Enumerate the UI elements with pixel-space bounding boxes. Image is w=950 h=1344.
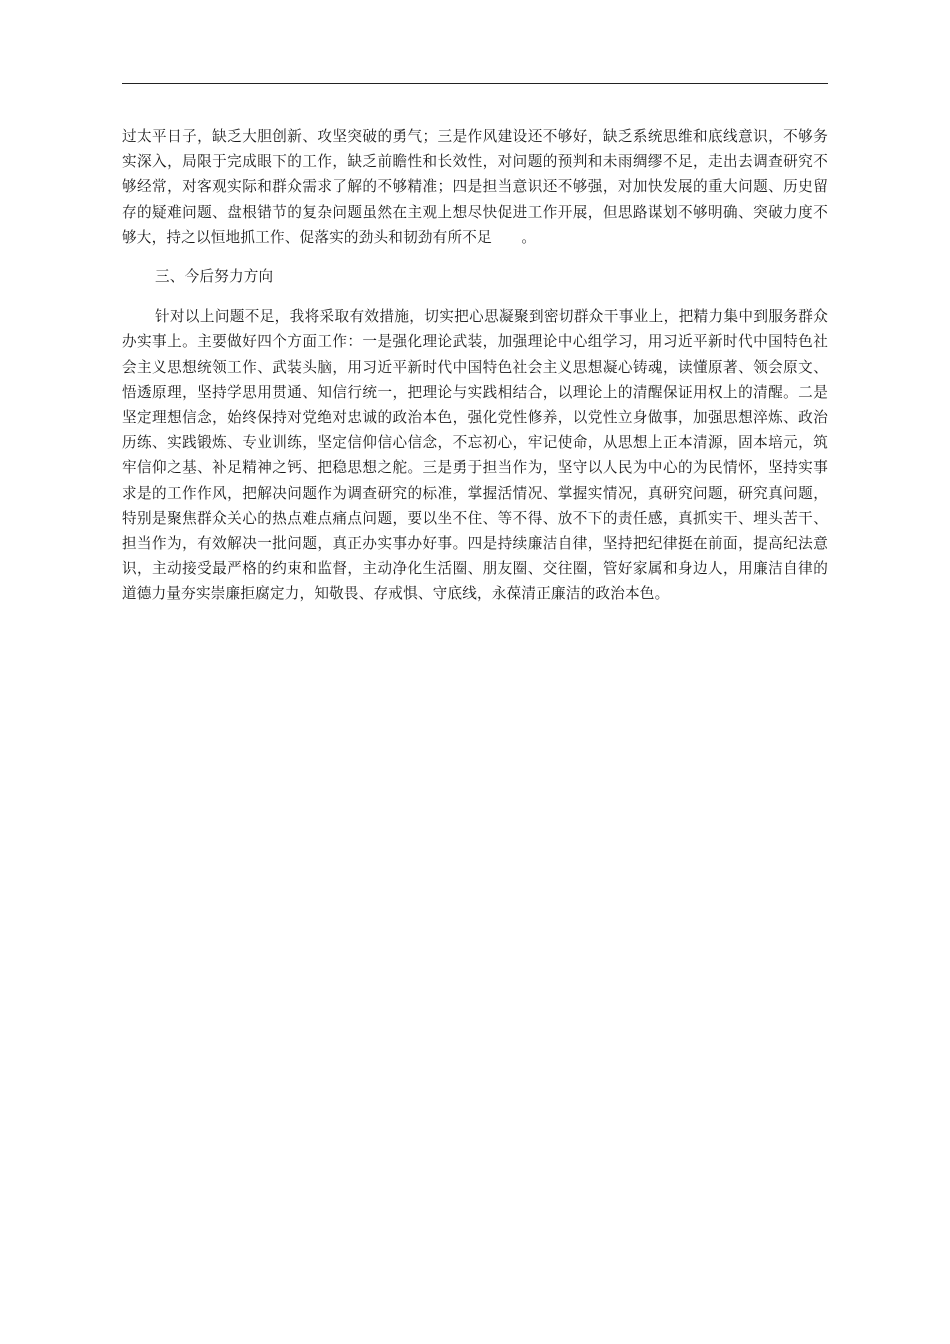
document-body <box>122 124 828 607</box>
header-rule <box>122 83 828 84</box>
measures-paragraph: 针对以上问题不足，我将采取有效措施，切实把心思凝聚到密切群众干事业上，把精力集中到服务群众办实事上。主要做好四个方面工作：一是强化理论武装，加强理论中心组学习，用习近平新时代中国特色社会主义思想统领工作、武装头脑，用习近平新时代中国特色社会主义思想凝心铸魂，读懂原著、领会原文、悟透原理，坚持学思用贯通、知信行统一，把理论与实践相结合，以理论上的清醒保证用权上的清醒。二是坚定理想信念，始终保持对党绝对忠诚的政治本色，强化党性修养，以党性立身做事，加强思想淬炼、政治历练、实践锻炼、专业训练，坚定信仰信心信念，不忘初心，牢记使命，从思想上正本清源，固本培元，筑牢信仰之基、补足精神之钙、把稳思想之舵。三是勇于担当作为，坚守以人民为中心的为民情怀，坚持实事求是的工作作风，把解决问题作为调查研究的标准，掌握活情况、掌握实情况，真研究问题，研究真问题，特别是聚焦群众关心的热点难点痛点问题，要以坐不住、等不得、放不下的责任感，真抓实干、埋头苦干、担当作为，有效解决一批问题，真正办实事办好事。四是持续廉洁自律，坚持把纪律挺在前面，提高纪法意识，主动接受最严格的约束和监督，主动净化生活圈、朋友圈、交往圈，管好家属和身边人，用廉洁自律的道德力量夯实崇廉拒腐定力，知敬畏、存戒惧、守底线，永葆清正廉洁的政治本色。 <box>122 308 828 603</box>
continuation-paragraph: 过太平日子，缺乏大胆创新、攻坚突破的勇气；三是作风建设还不够好，缺乏系统思维和底线意识，不够务实深入，局限于完成眼下的工作，缺乏前瞻性和长效性，对问题的预判和未雨绸缪不足，走出去调查研究不够经常，对客观实际和群众需求了解的不够精准；四是担当意识还不够强，对加快发展的重大问题、历史留存的疑难问题、盘根错节的复杂问题虽然在主观上想尽快促进工作开展，但思路谋划不够明确、突破力度不够大，持之以恒地抓工作、促落实的劲头和韧劲有所不足 。 <box>122 128 828 246</box>
section-heading: 三、今后努力方向 <box>155 268 274 286</box>
